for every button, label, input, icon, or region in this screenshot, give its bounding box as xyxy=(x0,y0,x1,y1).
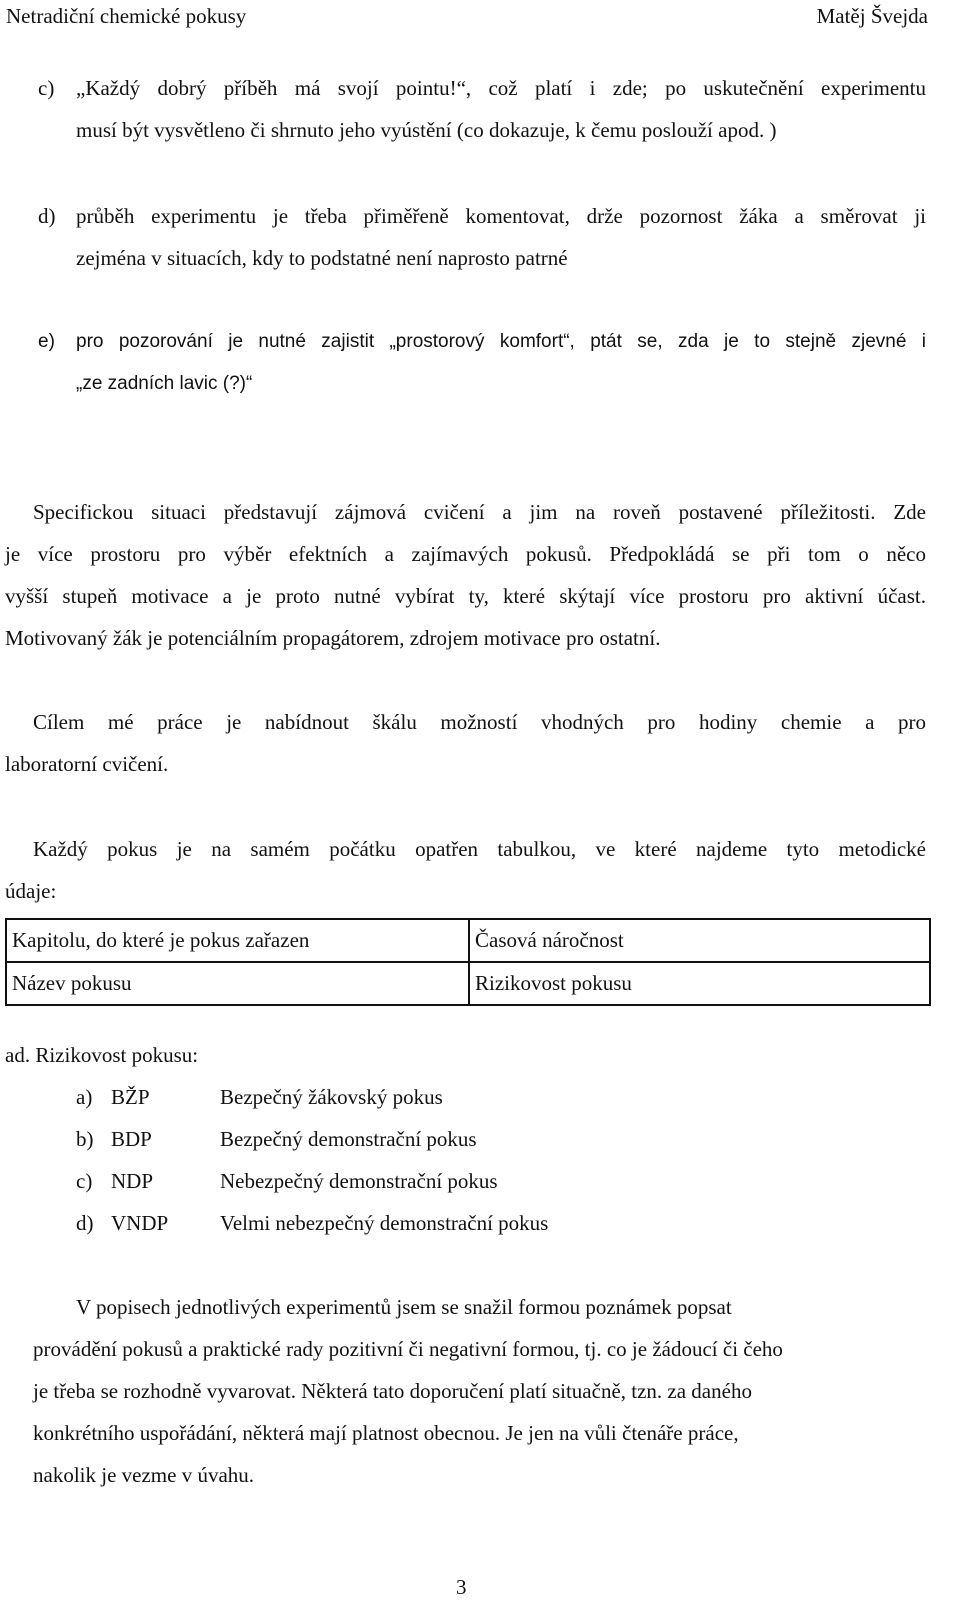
risk-heading: ad. Rizikovost pokusu: xyxy=(5,1043,199,1067)
table-row xyxy=(6,962,930,1005)
risk-item-abbr: BDP xyxy=(111,1127,152,1151)
table-cell: Název pokusu xyxy=(6,962,469,1005)
list-item-text-line: „Každý dobrý příběh má svojí pointu!“, což platí i zde; po uskutečnění experimentu xyxy=(76,76,926,100)
paragraph-line: je třeba se rozhodně vyvarovat. Některá tato doporučení platí situačně, tzn. za daného xyxy=(33,1379,752,1403)
paragraph-line: Specifickou situaci představují zájmová cvičení a jim na roveň postavené příležitosti. Zde xyxy=(33,500,926,524)
risk-item-desc: Velmi nebezpečný demonstrační pokus xyxy=(220,1211,549,1235)
risk-item-label: d) xyxy=(76,1211,94,1235)
paragraph-line: Každý pokus je na samém počátku opatřen tabulkou, ve které najdeme tyto metodické xyxy=(33,837,926,861)
table-cell: Rizikovost pokusu xyxy=(469,962,930,1005)
list-item-label: c) xyxy=(38,76,55,100)
table-cell: Časová náročnost xyxy=(469,919,930,962)
risk-item-abbr: VNDP xyxy=(111,1211,169,1235)
risk-item-label: c) xyxy=(76,1169,93,1193)
table-row xyxy=(6,919,930,962)
risk-item-label: a) xyxy=(76,1085,93,1109)
paragraph-line: konkrétního uspořádání, některá mají platnost obecnou. Je jen na vůli čtenáře práce, xyxy=(33,1421,739,1445)
paragraph-line: vyšší stupeň motivace a je proto nutné vybírat ty, které skýtají více prostoru pro aktivní účast. xyxy=(5,584,926,608)
paragraph-line: V popisech jednotlivých experimentů jsem se snažil formou poznámek popsat xyxy=(76,1295,732,1319)
paragraph-line: Cílem mé práce je nabídnout škálu možností vhodných pro hodiny chemie a pro xyxy=(33,710,926,734)
list-item-text-line: zejména v situacích, kdy to podstatné není naprosto patrné xyxy=(76,246,568,270)
paragraph-line: laboratorní cvičení. xyxy=(5,752,169,776)
table-cell: Kapitolu, do které je pokus zařazen xyxy=(6,919,469,962)
list-item-label: d) xyxy=(38,204,56,228)
running-header-title: Netradiční chemické pokusy xyxy=(6,4,247,28)
risk-item-desc: Bezpečný žákovský pokus xyxy=(220,1085,443,1109)
paragraph-line: provádění pokusů a praktické rady pozitivní či negativní formou, tj. co je žádoucí či čeho xyxy=(33,1337,783,1361)
page-number: 3 xyxy=(456,1575,467,1599)
list-item-text-line: průběh experimentu je třeba přiměřeně komentovat, drže pozornost žáka a směrovat ji xyxy=(76,204,926,228)
paragraph-line: nakolik je vezme v úvahu. xyxy=(33,1463,255,1487)
list-item-text-line: musí být vysvětleno či shrnuto jeho vyústění (co dokazuje, k čemu poslouží apod. ) xyxy=(76,118,777,142)
running-header-author: Matěj Švejda xyxy=(816,4,928,28)
risk-item-desc: Nebezpečný demonstrační pokus xyxy=(220,1169,498,1193)
list-item-text-line: „ze zadních lavic (?)“ xyxy=(76,373,253,394)
risk-item-abbr: BŽP xyxy=(111,1085,150,1109)
paragraph-line: Motivovaný žák je potenciálním propagátorem, zdrojem motivace pro ostatní. xyxy=(5,626,661,650)
metadata-table xyxy=(5,918,931,1006)
list-item-text-line: pro pozorování je nutné zajistit „prostorový komfort“, ptát se, zda je to stejně zjevné i xyxy=(76,331,926,352)
risk-item-label: b) xyxy=(76,1127,94,1151)
risk-item-abbr: NDP xyxy=(111,1169,154,1193)
paragraph-line: údaje: xyxy=(5,879,57,903)
risk-item-desc: Bezpečný demonstrační pokus xyxy=(220,1127,477,1151)
paragraph-line: je více prostoru pro výběr efektních a zajímavých pokusů. Předpokládá se při tom o něco xyxy=(5,542,926,566)
list-item-label: e) xyxy=(38,331,55,352)
